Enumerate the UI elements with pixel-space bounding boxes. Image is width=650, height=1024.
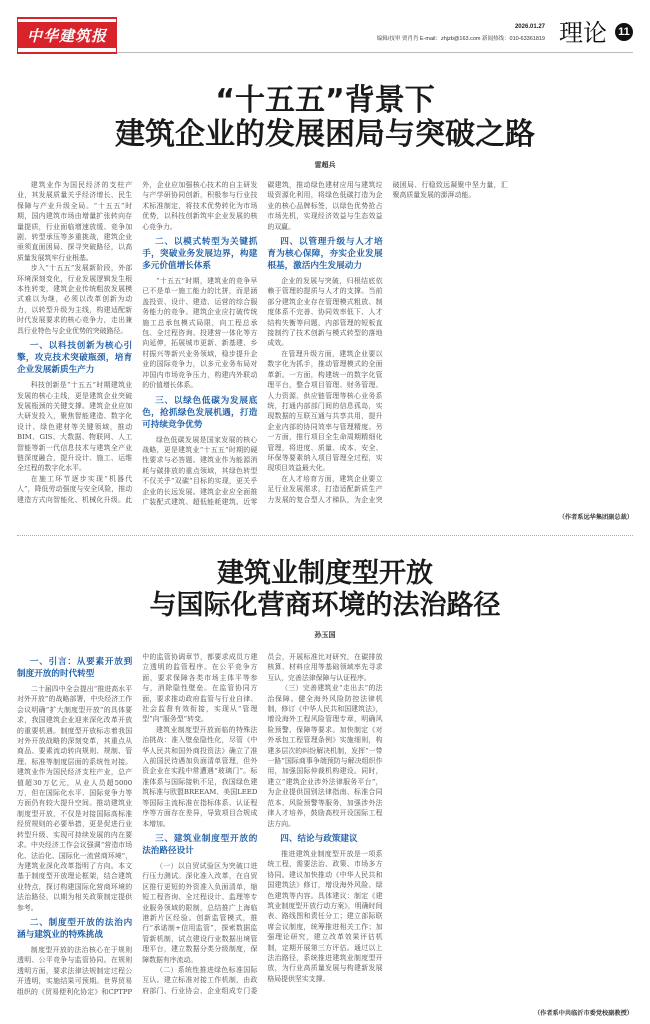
intro-paragraph: 步入“十五五”发展新阶段，外部环境深刻变化，行业发展逻辑发生根本性转变，建筑企业传统粗放发展模式难以为继，必须以改革创新为动力，以转型升级为主线，构建适配新时代发展要求的核心竞争力，走出兼具行业特色与企业优势的突破路径。 — [17, 264, 133, 335]
body-paragraph: 绿色低碳发展是国家发展的核心战略，更是建筑业“十五五”时期的硬性要求与必答题。建筑业作为能源消耗与碳排放的重点领域，其绿色转型不仅关乎“双碳”目标的实现，更关乎企业的长远发展。建筑企业应全面推广装配式建筑、超低能耗建筑、近零碳建筑，推动绿色建材应用与建筑垃圾资源化利用，将绿色低碳打造为企业的核心品牌标签，以绿色优势抢占市场先机，实现经济效益与生态效益的双赢。 — [142, 181, 383, 506]
article1-headline — [0, 84, 650, 152]
page-header — [17, 18, 633, 53]
article2-author-note: （作者系中共临沂市委党校副教授） — [534, 1010, 633, 1017]
section-heading: 四、以管理升级与人才培育为核心保障，夯实企业发展根基，激活内生发展动力 — [267, 237, 383, 272]
header-info — [377, 24, 545, 42]
page-number-badge: 11 — [615, 23, 633, 41]
article1-author-note: （作者系远华集团副总裁） — [558, 514, 633, 521]
article1-body — [17, 180, 633, 510]
section-heading: 三、以绿色低碳为发展底色，抢抓绿色发展机遇，打造可持续竞争优势 — [142, 395, 258, 430]
body-paragraph: 制度型开放的法治核心在于规则透明、公平竞争与监管协同。在规则透明方面，要求法律法规制定过程公开透明，实施结果可预期。世界贸易组织的《贸易便利化协定》和CPTPP中的监管协调章节，都要求成员方建立透明的监管程序。在公平竞争方面，要求保障各类市场主体平等参与，消除隐性壁垒。在监管协同方面，要求推动政府监管与行业自律、社会监督有效衔接，实现从“管理型”向“服务型”转变。 — [17, 653, 258, 996]
body-paragraph: 科技创新是“十五五”时期建筑业发展的核心主线，更是建筑企业突破发展瓶颈的关键支撑。建筑企业应加大研发投入，聚焦智能建造、数字化设计、绿色建材等关键领域，推动BIM、GIS、大数据、物联网、人工智能等新一代信息技术与建筑全产业链深度融合，提升设计、施工、运维全过程的数字化水平。 — [17, 381, 133, 473]
section-heading: 一、以科技创新为核心引擎，攻克技术突破瓶颈，培育企业发展新质生产力 — [17, 341, 133, 376]
section-heading: 二、以模式转型为关键抓手，突破业务发展边界，构建多元价值增长体系 — [142, 237, 258, 272]
article2-body — [17, 652, 633, 1004]
body-paragraph: （一）以自贸试验区为突破口进行压力测试。深化准入改革，在自贸区推行更短的外资准入负面清单，缩短工程咨询、全过程设计、监理等专业服务领域的限制，总结推广上海临港新片区经验。创新监管模式，推行“承诺制+信用监管”，探索数据监管新机制，试点建设行业数据出境管理平台，建立数据分类分级制度，保障数据有序流动。 — [142, 861, 258, 964]
article1-title-line2: 建筑企业的发展困局与突破之路 — [115, 117, 535, 152]
editor-contact: 编辑/技审 贾肖肖 E-mail：zhjzb@163.com 新闻热线：010-63361819 — [376, 36, 545, 42]
section-heading: 一、引言：从要素开放到制度开放的时代转型 — [17, 657, 133, 679]
section-heading: 三、建筑业制度型开放的法治路径设计 — [142, 833, 258, 856]
body-paragraph: 在管理升级方面，建筑企业要以数字化为抓手，推动管理模式的全面革新。一方面，构建统一的数字化管理平台，整合项目管理、财务管理、人力资源、供应链管理等核心业务系统，打通内部部门间的信息孤岛，实现数据的互联互通与共享共用，提升企业内部的协同效率与管理精度。另一方面，推行项目全生命周期精细化管理，将进度、质量、成本、安全、环保等要素纳入项目管理全过程，实现项目效益最大化。 — [267, 349, 383, 473]
body-paragraph: （二）系统性推进绿色标准国际互认。建立标准对接工作机制，由政府部门、行业协会、企业组成专门委员会，开展标准比对研究，在碳排放核算、材料应用等基础领域率先寻求互认，完善法律保障与认证程序。 — [142, 653, 383, 995]
body-paragraph: 在人才培育方面，建筑企业要立足行业发展需求，打造适配新质生产力发展的复合型人才梯队，为企业突破困局、行稳致远凝聚中坚力量，汇聚高质量发展的澎湃动能。 — [267, 181, 508, 504]
body-paragraph: 建筑业制度型开放面临的特殊法治挑战：准入壁垒隐性化，尽管《中华人民共和国外商投资法》确立了准入前国民待遇加负面清单管理，但外资企业在实践中常遭遇“玻璃门”。标准体系与国际接轨不足，我国绿色建筑标准与欧盟BREEAM、美国LEED等国际主流标准在指标体系、认证程序等方面存在差异，导致项目合规成本增加。 — [142, 725, 258, 828]
article2-title-line1: 建筑业制度型开放 — [217, 558, 433, 589]
article-divider — [17, 535, 633, 536]
body-paragraph: 二十届四中全会提出“推进高水平对外开放”的战略部署，中央经济工作会议明确“扩大制度型开放”的具体要求，我国建筑企业迎来深化改革开放的重要机遇。制度型开放标志着我国对外开放战略的深刻变革，其重点从商品、要素流动转向规则、规制、管理、标准等制度层面的系统性对接。建筑业作为国民经济支柱产业，总产值超30万亿元，从业人员超5000万，但在国际化水平、国际竞争力等方面仍有较大提升空间。推动建筑业制度型开放，不仅是对接国际高标准经贸规则的必要举措，更是促进行业转型升级、实现可持续发展的内在要求。中央经济工作会议强调“营造市场化、法治化、国际化一流营商环境”，为建筑业深化改革指明了方向。本文基于制度型开放理论框架，结合建筑业特点，探讨构建国际化营商环境的法治路径，以期为相关政策制定提供参考。 — [17, 685, 133, 912]
body-paragraph: （三）完善建筑业“走出去”的法治保障。健全海外风险防控法律机制，修订《中华人民共和国建筑法》，增设海外工程风险管理专章，明确风险预警、保障等要求。加快制定《对外承包工程管理条例》实施细则，构建多层次的纠纷解决机制，发挥“一带一路”国际商事争端预防与解决组织作用，加强国际仲裁机构建设。同时，建立“建筑企业涉外法律服务平台”，为企业提供国别法律指南、标准合同范本、风险预警等服务，加强涉外法律人才培养，鼓励高校开设国际工程法方向。 — [267, 684, 383, 828]
newspaper-logo: 中华建筑报 — [17, 22, 117, 48]
body-paragraph: 在施工环节逐步实现“机器代人”，降低劳动强度与安全风险，推动建造方式向智能化、机械化升级。此外，企业应加强核心技术的自主研发与产学研协同创新，积极参与行业技术标准制定，将技术优势转化为市场优势，以科技创新筑牢企业发展的核心竞争力。 — [17, 181, 258, 504]
body-paragraph: “十五五”时期，建筑业的竞争早已不是单一施工能力的比拼，而是涵盖投资、设计、建造、运营的综合服务能力的竞争。建筑企业应打破传统施工总承包模式局限，向工程总承包、全过程咨询、投建营一体化等方向延伸，拓展城市更新、新基建、乡村振兴等新兴业务领域，稳步提升企业的国际竞争力，以多元业务布局对冲国内市场竞争压力，构建内外联动的价值增长体系。 — [142, 277, 258, 390]
body-paragraph: 企业的发展与突破，归根结底依赖于管理的提质与人才的支撑。当前部分建筑企业存在管理模式粗放、制度体系不完善、协同效率低下、人才结构失衡等问题，内部管理的短板直接制约了技术创新与模式转型的落地成效。 — [267, 277, 383, 348]
article1-title-line1: “十五五”背景下 — [215, 83, 435, 118]
section-heading: 二、制度型开放的法治内涵与建筑业的特殊挑战 — [17, 917, 133, 940]
body-paragraph: 推进建筑业制度型开放是一项系统工程，需要法治、政策、市场多方协同。建议加快推动《中华人民共和国建筑法》修订，增设海外风险、绿色建筑等内容。具体建议：制定《建筑业制度型开放行动方案》，明确时间表、路线图和责任分工；建立部际联席会议制度，统筹推进相关工作；加强理论研究，建立改革效果评估机制，定期开展第三方评估。通过以上法治路径，系统推进建筑业制度型开放，为行业高质量发展与构建新发展格局提供坚实支撑。 — [267, 849, 383, 983]
article2-title-line2: 与国际化营商环境的法治路径 — [149, 590, 501, 621]
article2-author: 孙玉国 — [314, 630, 336, 639]
intro-paragraph: 建筑业作为国民经济的支柱产业，其发展质量关乎经济增长、民生保障与产业升级全局。“十五五”时期，国内建筑市场由增量扩张转向存量提质，行业面临增速放缓、竞争加剧、转型承压等多重挑战，建筑企业亟须直面困局、探寻突破路径，以高质量发展筑牢行业根基。 — [17, 181, 133, 262]
section-title: 理论 — [559, 19, 607, 47]
article1-author: 雷超兵 — [314, 160, 336, 169]
section-heading: 四、结论与政策建议 — [280, 833, 358, 844]
article2-headline — [0, 558, 650, 622]
issue-date: 2026.01.27 — [514, 24, 545, 30]
